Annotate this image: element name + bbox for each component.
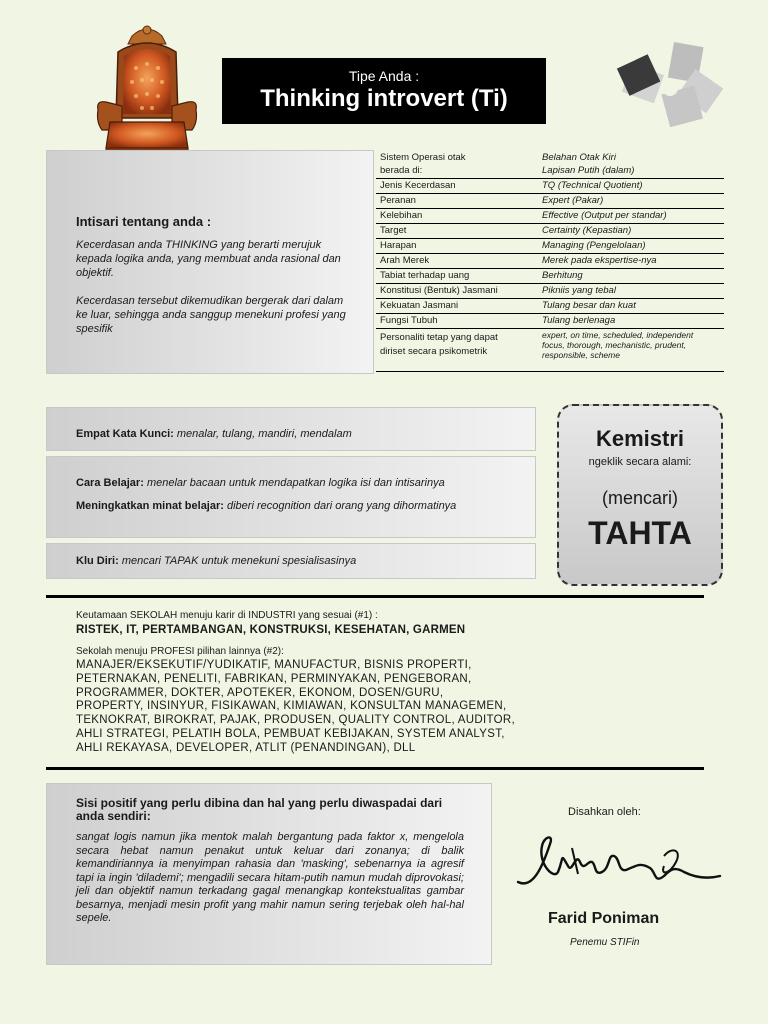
info-row: Personaliti tetap yang dapat diriset secara psikometrik expert, on time, scheduled, independent focus, thorough, mechanistic, prudent, responsible, scheme xyxy=(376,329,724,372)
type-subtitle: Tipe Anda : xyxy=(348,68,420,84)
clue-line xyxy=(76,555,356,567)
profession-list xyxy=(76,659,515,756)
type-title: Thinking introvert (Ti) xyxy=(260,85,508,112)
positive-text: sangat logis namun jika mentok malah bergantung pada faktor x, mengelola secara hebat namun penakut untuk keluar dari zonanya; di balik kemandiriannya ia menyimpan rahasia dan 'masking', sebenarnya ia agresif tapi ia ingin 'dilademi'; mengadili secara hitam-putih namun mudah diprovokasi; jeli dan objektif namun terkadang gagal menangkap kontekstualitas gambar besarnya, menjadi mesin profit yang mahir namun sering terjebak oleh hal-hal sepele. xyxy=(76,831,464,924)
signer-name: Farid Poniman xyxy=(548,910,660,927)
study-panel xyxy=(46,456,536,538)
info-row: Kekuatan Jasmani Tulang besar dan kuat xyxy=(376,299,724,314)
about-title: Intisari tentang anda : xyxy=(76,214,212,229)
info-row: Fungsi Tubuh Tulang berlenaga xyxy=(376,314,724,329)
info-row: Target Certainty (Kepastian) xyxy=(376,224,724,239)
signer-role: Penemu STIFin xyxy=(570,937,640,948)
school-value: RISTEK, IT, PERTAMBANGAN, KONSTRUKSI, KESEHATAN, GARMEN xyxy=(76,624,466,636)
study-line xyxy=(76,477,445,489)
kemistri-title: Kemistri xyxy=(595,426,685,451)
profession-line: PETERNAKAN, PENELITI, FABRIKAN, PERMINYAKAN, PENGEBORAN, xyxy=(76,672,472,685)
keywords-line xyxy=(76,428,352,440)
about-paragraph-2: Kecerdasan tersebut dikemudikan bergerak dari dalam ke luar, sehingga anda sanggup menekuni profesi yang spesifik xyxy=(76,295,346,335)
positive-title: Sisi positif yang perlu dibina dan hal yang perlu diwaspadai dari anda sendiri: xyxy=(76,796,443,823)
signature-label: Disahkan oleh: xyxy=(568,806,641,818)
info-row: Tabiat terhadap uang Berhitung xyxy=(376,269,724,284)
study-interest-line xyxy=(76,500,456,512)
signature-image xyxy=(514,832,724,898)
keywords-label: Empat Kata Kunci: xyxy=(76,428,174,440)
info-row: Konstitusi (Bentuk) Jasmani Pikniis yang tebal xyxy=(376,284,724,299)
profession-line: MANAJER/EKSEKUTIF/YUDIKATIF, MANUFACTUR, BISNIS PROPERTI, xyxy=(76,659,472,671)
kemistri-paren: (mencari) xyxy=(601,488,678,508)
divider-top xyxy=(46,595,704,598)
profession-line: PROPERTY, INSINYUR, FISIKAWAN, KIMIAWAN, KONSULTAN MANAGEMEN, xyxy=(76,700,507,713)
study-value: menelar bacaan untuk mendapatkan logika isi dan intisarinya xyxy=(146,477,445,489)
profession-label: Sekolah menuju PROFESI pilihan lainnya (#2): xyxy=(76,646,284,657)
kemistri-keyword: TAHTA xyxy=(588,515,692,551)
study-label: Cara Belajar: xyxy=(76,477,144,489)
clue-value: mencari TAPAK untuk menekuni spesialisasinya xyxy=(121,555,357,567)
clue-label: Klu Diri: xyxy=(76,555,119,567)
type-title-box xyxy=(222,58,546,124)
stifin-logo xyxy=(614,38,726,138)
study-interest-value: diberi recognition dari orang yang dihormatinya xyxy=(227,500,457,512)
about-paragraph-1: Kecerdasan anda THINKING yang berarti merujuk kepada logika anda, yang membuat anda rasional dan objektif. xyxy=(76,239,341,279)
kemistri-box xyxy=(557,404,723,586)
school-label: Keutamaan SEKOLAH menuju karir di INDUSTRI yang sesuai (#1) : xyxy=(76,610,378,621)
study-interest-label: Meningkatkan minat belajar: xyxy=(76,500,224,512)
info-row: Jenis Kecerdasan TQ (Technical Quotient) xyxy=(376,179,724,194)
info-row: Arah Merek Merek pada ekspertise-nya xyxy=(376,254,724,269)
profession-line: PROGRAMMER, DOKTER, APOTEKER, EKONOM, DOSEN/GURU, xyxy=(76,686,444,699)
keywords-value: menalar, tulang, mandiri, mendalam xyxy=(176,428,352,440)
divider-bottom xyxy=(46,767,704,770)
info-row: Kelebihan Effective (Output per standar) xyxy=(376,209,724,224)
kemistri-subtitle: ngeklik secara alami: xyxy=(588,456,692,468)
profession-line: AHLI REKAYASA, DEVELOPER, ATLIT (PENANDINGAN), DLL xyxy=(76,741,416,754)
info-row: Peranan Expert (Pakar) xyxy=(376,194,724,209)
profession-line: AHLI STRATEGI, PELATIH BOLA, PEMBUAT KEBIJAKAN, SYSTEM ANALYST, xyxy=(76,727,505,740)
profession-line: TEKNOKRAT, BIROKRAT, PAJAK, PRODUSEN, QUALITY CONTROL, AUDITOR, xyxy=(76,714,515,727)
info-row: Harapan Managing (Pengelolaan) xyxy=(376,239,724,254)
info-row: Sistem Operasi otak berada di: Belahan Otak Kiri Lapisan Putih (dalam) xyxy=(376,150,724,179)
